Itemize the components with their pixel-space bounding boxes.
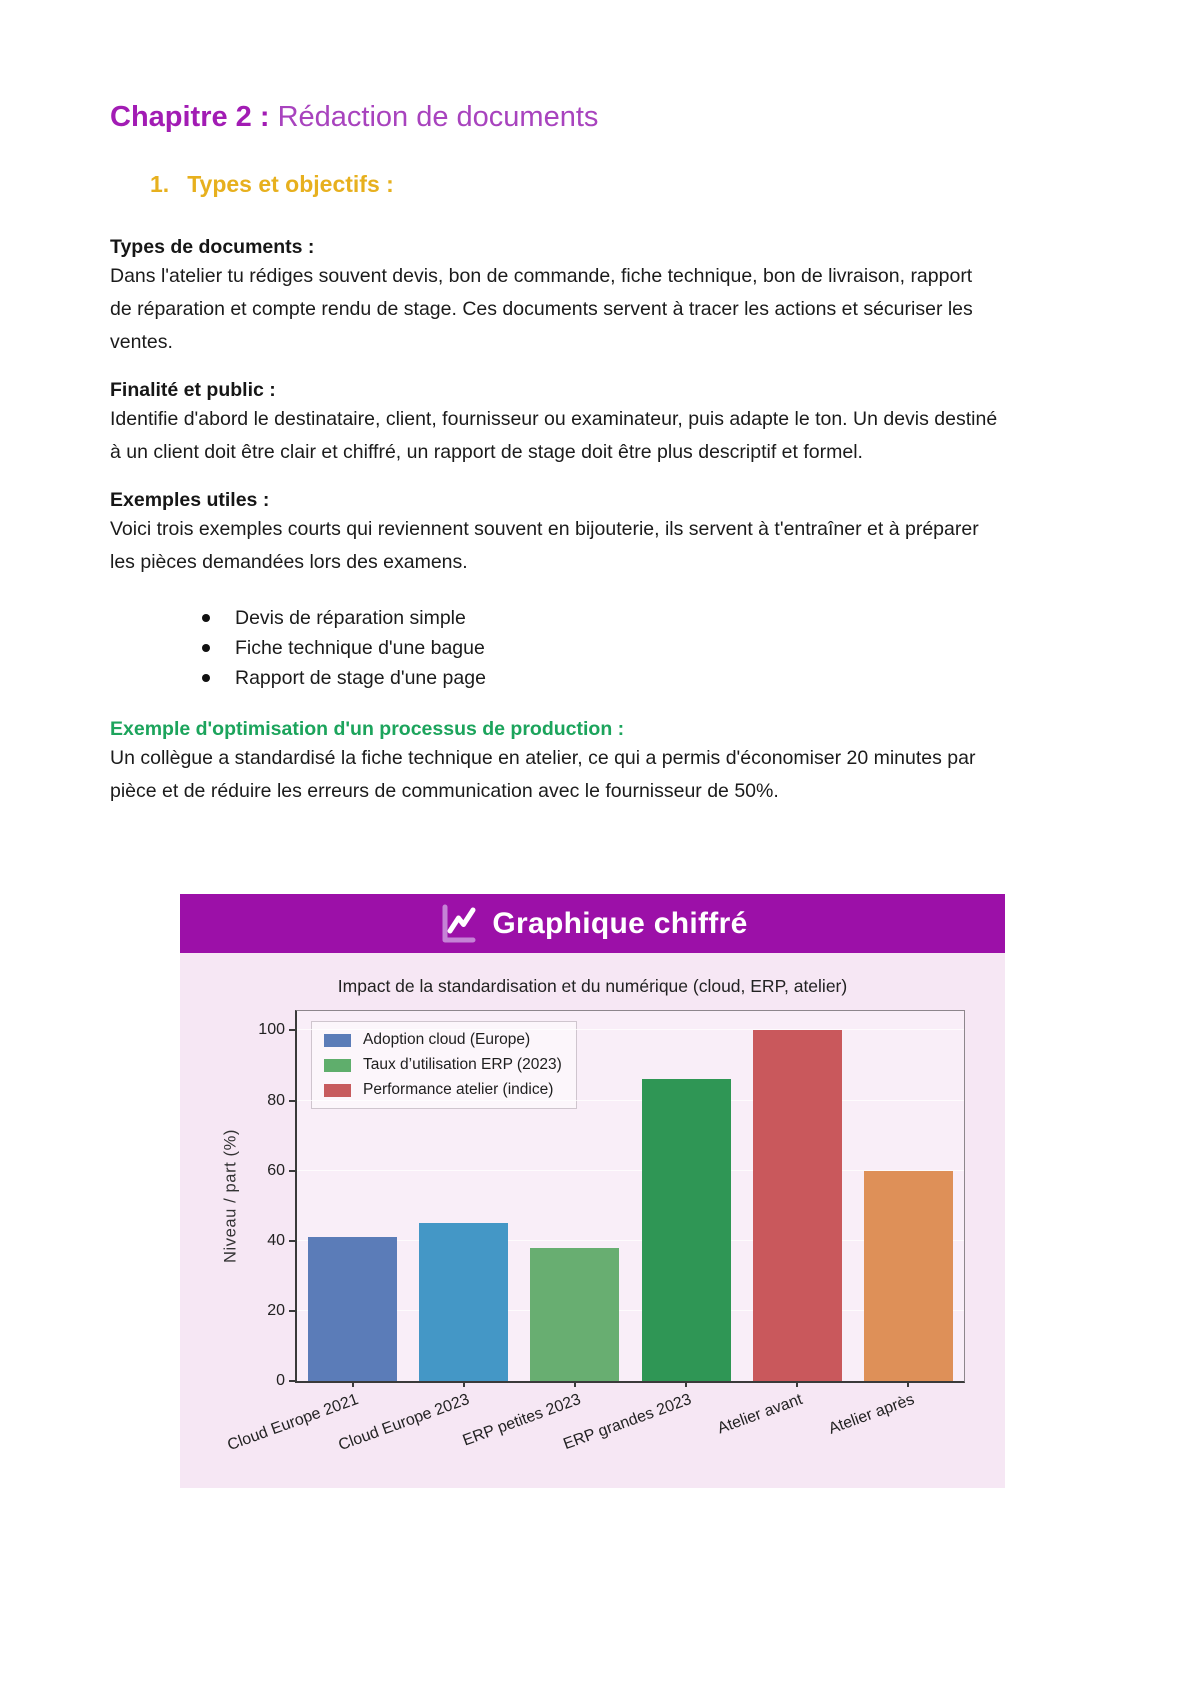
page-title-chapter: Chapitre 2 : bbox=[110, 101, 270, 133]
legend-label: Taux d’utilisation ERP (2023) bbox=[363, 1056, 562, 1074]
y-tick-label: 20 bbox=[267, 1302, 285, 1320]
page-title-text: Rédaction de documents bbox=[269, 101, 599, 133]
x-tick-label: Atelier avant bbox=[715, 1391, 806, 1438]
legend-item bbox=[324, 1031, 562, 1049]
chart-legend bbox=[311, 1021, 577, 1109]
bullet-icon bbox=[202, 644, 210, 652]
gridline bbox=[297, 1100, 964, 1101]
y-tick-mark bbox=[289, 1240, 296, 1242]
bar-ERP grandes 2023 bbox=[642, 1079, 731, 1381]
bar-Cloud Europe 2021 bbox=[308, 1237, 397, 1381]
y-tick-mark bbox=[289, 1380, 296, 1382]
paragraph-types-de-documents: Dans l'atelier tu rédiges souvent devis, bon de commande, fiche technique, bon de livraison, rapport de réparation et compte rendu de stage. Ces documents servent à tracer les actions et sécuriser les ventes. bbox=[110, 264, 973, 353]
x-tick-mark bbox=[463, 1381, 465, 1387]
page-title bbox=[110, 100, 998, 135]
chart-plot-area bbox=[221, 1010, 965, 1455]
x-tick-label: Cloud Europe 2023 bbox=[336, 1391, 472, 1455]
y-tick-label: 100 bbox=[258, 1021, 285, 1039]
x-tick-mark bbox=[574, 1381, 576, 1387]
list-item-label: Fiche technique d'une bague bbox=[235, 637, 485, 660]
y-tick-mark bbox=[289, 1310, 296, 1312]
list-item-label: Devis de réparation simple bbox=[235, 607, 466, 630]
paragraph-exemple-optimisation: Un collègue a standardisé la fiche technique en atelier, ce qui a permis d'économiser 20 minutes par pièce et de réduire les erreurs de communication avec le fournisseur de 50%. bbox=[110, 747, 976, 803]
heading-exemple-optimisation: Exemple d'optimisation d'un processus de production : bbox=[110, 718, 625, 741]
y-tick-label: 80 bbox=[267, 1091, 285, 1109]
chart-y-axis-label: Niveau / part (%) bbox=[221, 1129, 240, 1264]
legend-label: Performance atelier (indice) bbox=[363, 1081, 554, 1099]
chart-card-title: Graphique chiffré bbox=[492, 906, 748, 940]
bar-Atelier après bbox=[864, 1171, 953, 1382]
document-page bbox=[110, 0, 998, 1488]
heading-finalite-et-public: Finalité et public : bbox=[110, 378, 276, 401]
y-tick-mark bbox=[289, 1170, 296, 1172]
heading-types-de-documents: Types de documents : bbox=[110, 235, 315, 258]
section-label: Types et objectifs : bbox=[187, 170, 394, 197]
bar-ERP petites 2023 bbox=[530, 1248, 619, 1381]
y-tick-label: 40 bbox=[267, 1231, 285, 1249]
paragraph-exemples-utiles: Voici trois exemples courts qui reviennent souvent en bijouterie, ils servent à t'entraîner et à préparer les pièces demandées lors des examens. bbox=[110, 517, 979, 573]
legend-item bbox=[324, 1081, 562, 1099]
legend-item bbox=[324, 1056, 562, 1074]
y-tick-mark bbox=[289, 1100, 296, 1102]
legend-swatch-icon bbox=[324, 1034, 351, 1047]
bullet-icon bbox=[202, 614, 210, 622]
legend-swatch-icon bbox=[324, 1059, 351, 1072]
chart-card bbox=[180, 894, 1005, 1488]
y-tick-label: 0 bbox=[276, 1372, 285, 1390]
section-heading-types-objectifs bbox=[150, 171, 998, 198]
section-number: 1. bbox=[150, 170, 170, 197]
heading-exemples-utiles: Exemples utiles : bbox=[110, 488, 270, 511]
legend-label: Adoption cloud (Europe) bbox=[363, 1031, 531, 1049]
list-item-label: Rapport de stage d'une page bbox=[235, 667, 486, 690]
x-tick-label: Atelier après bbox=[826, 1391, 917, 1439]
bar-Cloud Europe 2023 bbox=[419, 1223, 508, 1381]
x-tick-mark bbox=[907, 1381, 909, 1387]
gridline bbox=[297, 1029, 964, 1030]
legend-swatch-icon bbox=[324, 1084, 351, 1097]
y-tick-mark bbox=[289, 1029, 296, 1031]
examples-bullet-list bbox=[110, 603, 998, 693]
bullet-icon bbox=[202, 674, 210, 682]
bar-Atelier avant bbox=[753, 1030, 842, 1381]
paragraph-finalite-et-public: Identifie d'abord le destinataire, client, fournisseur ou examinateur, puis adapte le ton. Un devis destiné à un client doit être clair et chiffré, un rapport de stage doit être plus descriptif et formel. bbox=[110, 407, 998, 463]
x-tick-label: ERP grandes 2023 bbox=[561, 1391, 694, 1454]
x-tick-label: ERP petites 2023 bbox=[460, 1391, 583, 1450]
list-item bbox=[235, 633, 998, 663]
line-chart-icon bbox=[437, 902, 479, 946]
chart-title: Impact de la standardisation et du numérique (cloud, ERP, atelier) bbox=[337, 976, 848, 997]
x-tick-mark bbox=[685, 1381, 687, 1387]
x-tick-mark bbox=[796, 1381, 798, 1387]
x-tick-label: Cloud Europe 2021 bbox=[225, 1391, 361, 1455]
list-item bbox=[235, 603, 998, 633]
y-tick-label: 60 bbox=[267, 1161, 285, 1179]
chart-card-header bbox=[180, 894, 1005, 953]
list-item bbox=[235, 663, 998, 693]
x-tick-mark bbox=[352, 1381, 354, 1387]
